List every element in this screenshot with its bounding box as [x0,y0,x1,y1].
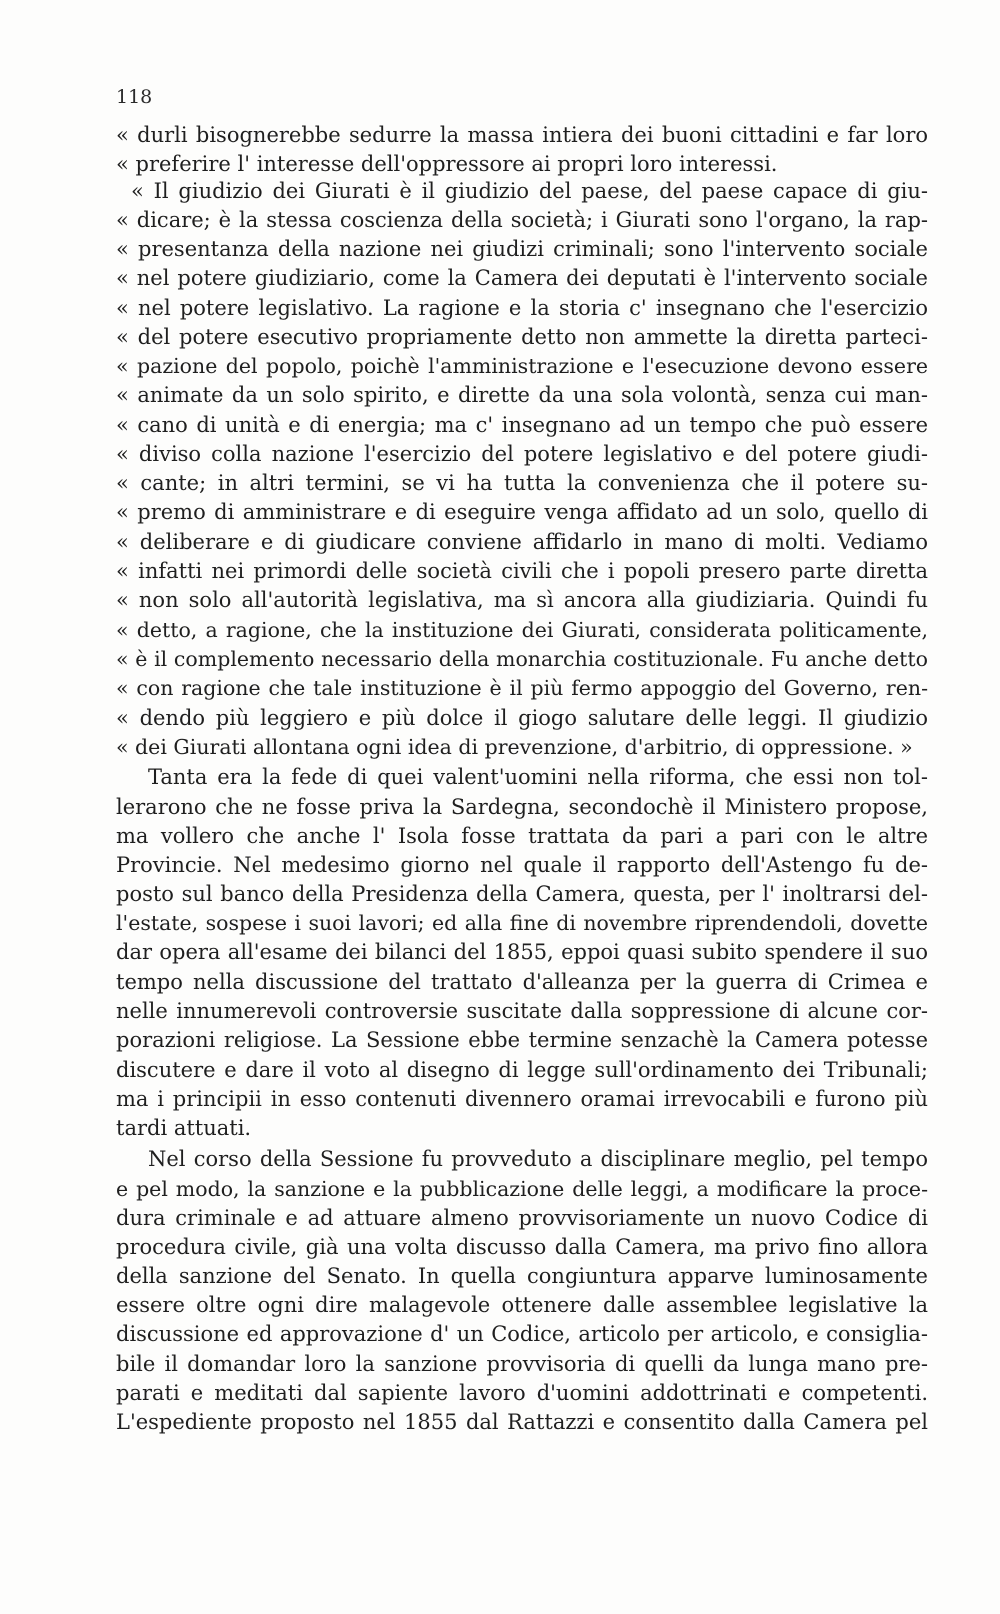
text-line: « pazione del popolo, poichè l'amministrazione e l'esecuzione devono essere [116,354,928,378]
text-line: « con ragione che tale instituzione è il più fermo appoggio del Governo, ren- [116,676,928,700]
text-line: tempo nella discussione del trattato d'alleanza per la guerra di Crimea e [116,970,928,994]
text-line: « durli bisognerebbe sedurre la massa intiera dei buoni cittadini e far loro [116,123,928,147]
text-line: e pel modo, la sanzione e la pubblicazione delle leggi, a modificare la proce- [116,1177,928,1201]
text-line: della sanzione del Senato. In quella congiuntura apparve luminosamente [116,1264,928,1288]
text-line: tardi attuati. [116,1116,252,1140]
text-line: nelle innumerevoli controversie suscitate dalla soppressione di alcune cor- [116,999,928,1023]
text-line: « detto, a ragione, che la instituzione dei Giurati, considerata politicamente, [116,618,928,642]
text-line: « deliberare e di giudicare conviene affidarlo in mano di molti. Vediamo [116,530,928,554]
text-line: « cano di unità e di energia; ma c' insegnano ad un tempo che può essere [116,413,928,437]
text-line: essere oltre ogni dire malagevole ottenere dalle assemblee legislative la [116,1293,928,1317]
text-line: « del potere esecutivo propriamente detto non ammette la diretta parteci- [116,325,928,349]
page-number: 118 [116,86,153,108]
text-line: « Il giudizio dei Giurati è il giudizio del paese, del paese capace di giu- [131,179,928,203]
text-line: « premo di amministrare e di eseguire venga affidato ad un solo, quello di [116,500,928,524]
text-line: dar opera all'esame dei bilanci del 1855, eppoi quasi subito spendere il suo [116,940,928,964]
text-line: « dei Giurati allontana ogni idea di prevenzione, d'arbitrio, di oppressione. » [116,735,913,759]
text-line: Nel corso della Sessione fu provveduto a disciplinare meglio, pel tempo [148,1147,928,1171]
text-line: ma vollero che anche l' Isola fosse trattata da pari a pari con le altre [116,824,928,848]
text-line: Tanta era la fede di quei valent'uomini nella riforma, che essi non tol- [148,765,928,789]
text-line: « nel potere giudiziario, come la Camera dei deputati è l'intervento sociale [116,266,928,290]
text-line: « nel potere legislativo. La ragione e la storia c' insegnano che l'esercizio [116,296,928,320]
text-line: « cante; in altri termini, se vi ha tutta la convenienza che il potere su- [116,471,928,495]
text-line: posto sul banco della Presidenza della Camera, questa, per l' inoltrarsi del- [116,882,928,906]
text-line: « diviso colla nazione l'esercizio del potere legislativo e del potere giudi- [116,442,928,466]
text-line: « infatti nei primordi delle società civili che i popoli presero parte diretta [116,559,928,583]
text-line: « è il complemento necessario della monarchia costituzionale. Fu anche detto [116,647,928,671]
text-line: parati e meditati dal sapiente lavoro d'uomini addottrinati e competenti. [116,1381,928,1405]
text-line: discutere e dare il voto al disegno di legge sull'ordinamento dei Tribunali; [116,1058,928,1082]
text-line: L'espediente proposto nel 1855 dal Rattazzi e consentito dalla Camera pel [116,1410,928,1434]
text-line: lerarono che ne fosse priva la Sardegna, secondochè il Ministero propose, [116,795,928,819]
text-line: « presentanza della nazione nei giudizi criminali; sono l'intervento sociale [116,237,928,261]
text-line: Provincie. Nel medesimo giorno nel quale il rapporto dell'Astengo fu de- [116,853,928,877]
text-line: porazioni religiose. La Sessione ebbe termine senzachè la Camera potesse [116,1028,928,1052]
text-line: « preferire l' interesse dell'oppressore ai propri loro interessi. [116,152,778,176]
text-line: « animate da un solo spirito, e dirette da una sola volontà, senza cui man- [116,383,928,407]
text-line: « dendo più leggiero e più dolce il giogo salutare delle leggi. Il giudizio [116,706,928,730]
text-line: bile il domandar loro la sanzione provvisoria di quelli da lunga mano pre- [116,1352,928,1376]
text-line: procedura civile, già una volta discusso dalla Camera, ma privo fino allora [116,1235,928,1259]
text-line: « dicare; è la stessa coscienza della società; i Giurati sono l'organo, la rap- [116,208,928,232]
text-line: ma i principii in esso contenuti divennero oramai irrevocabili e furono più [116,1087,928,1111]
text-line: dura criminale e ad attuare almeno provvisoriamente un nuovo Codice di [116,1206,928,1230]
text-line: discussione ed approvazione d' un Codice, articolo per articolo, e consiglia- [116,1322,928,1346]
text-line: l'estate, sospese i suoi lavori; ed alla fine di novembre riprendendoli, dovette [116,911,928,935]
text-line: « non solo all'autorità legislativa, ma sì ancora alla giudiziaria. Quindi fu [116,588,928,612]
